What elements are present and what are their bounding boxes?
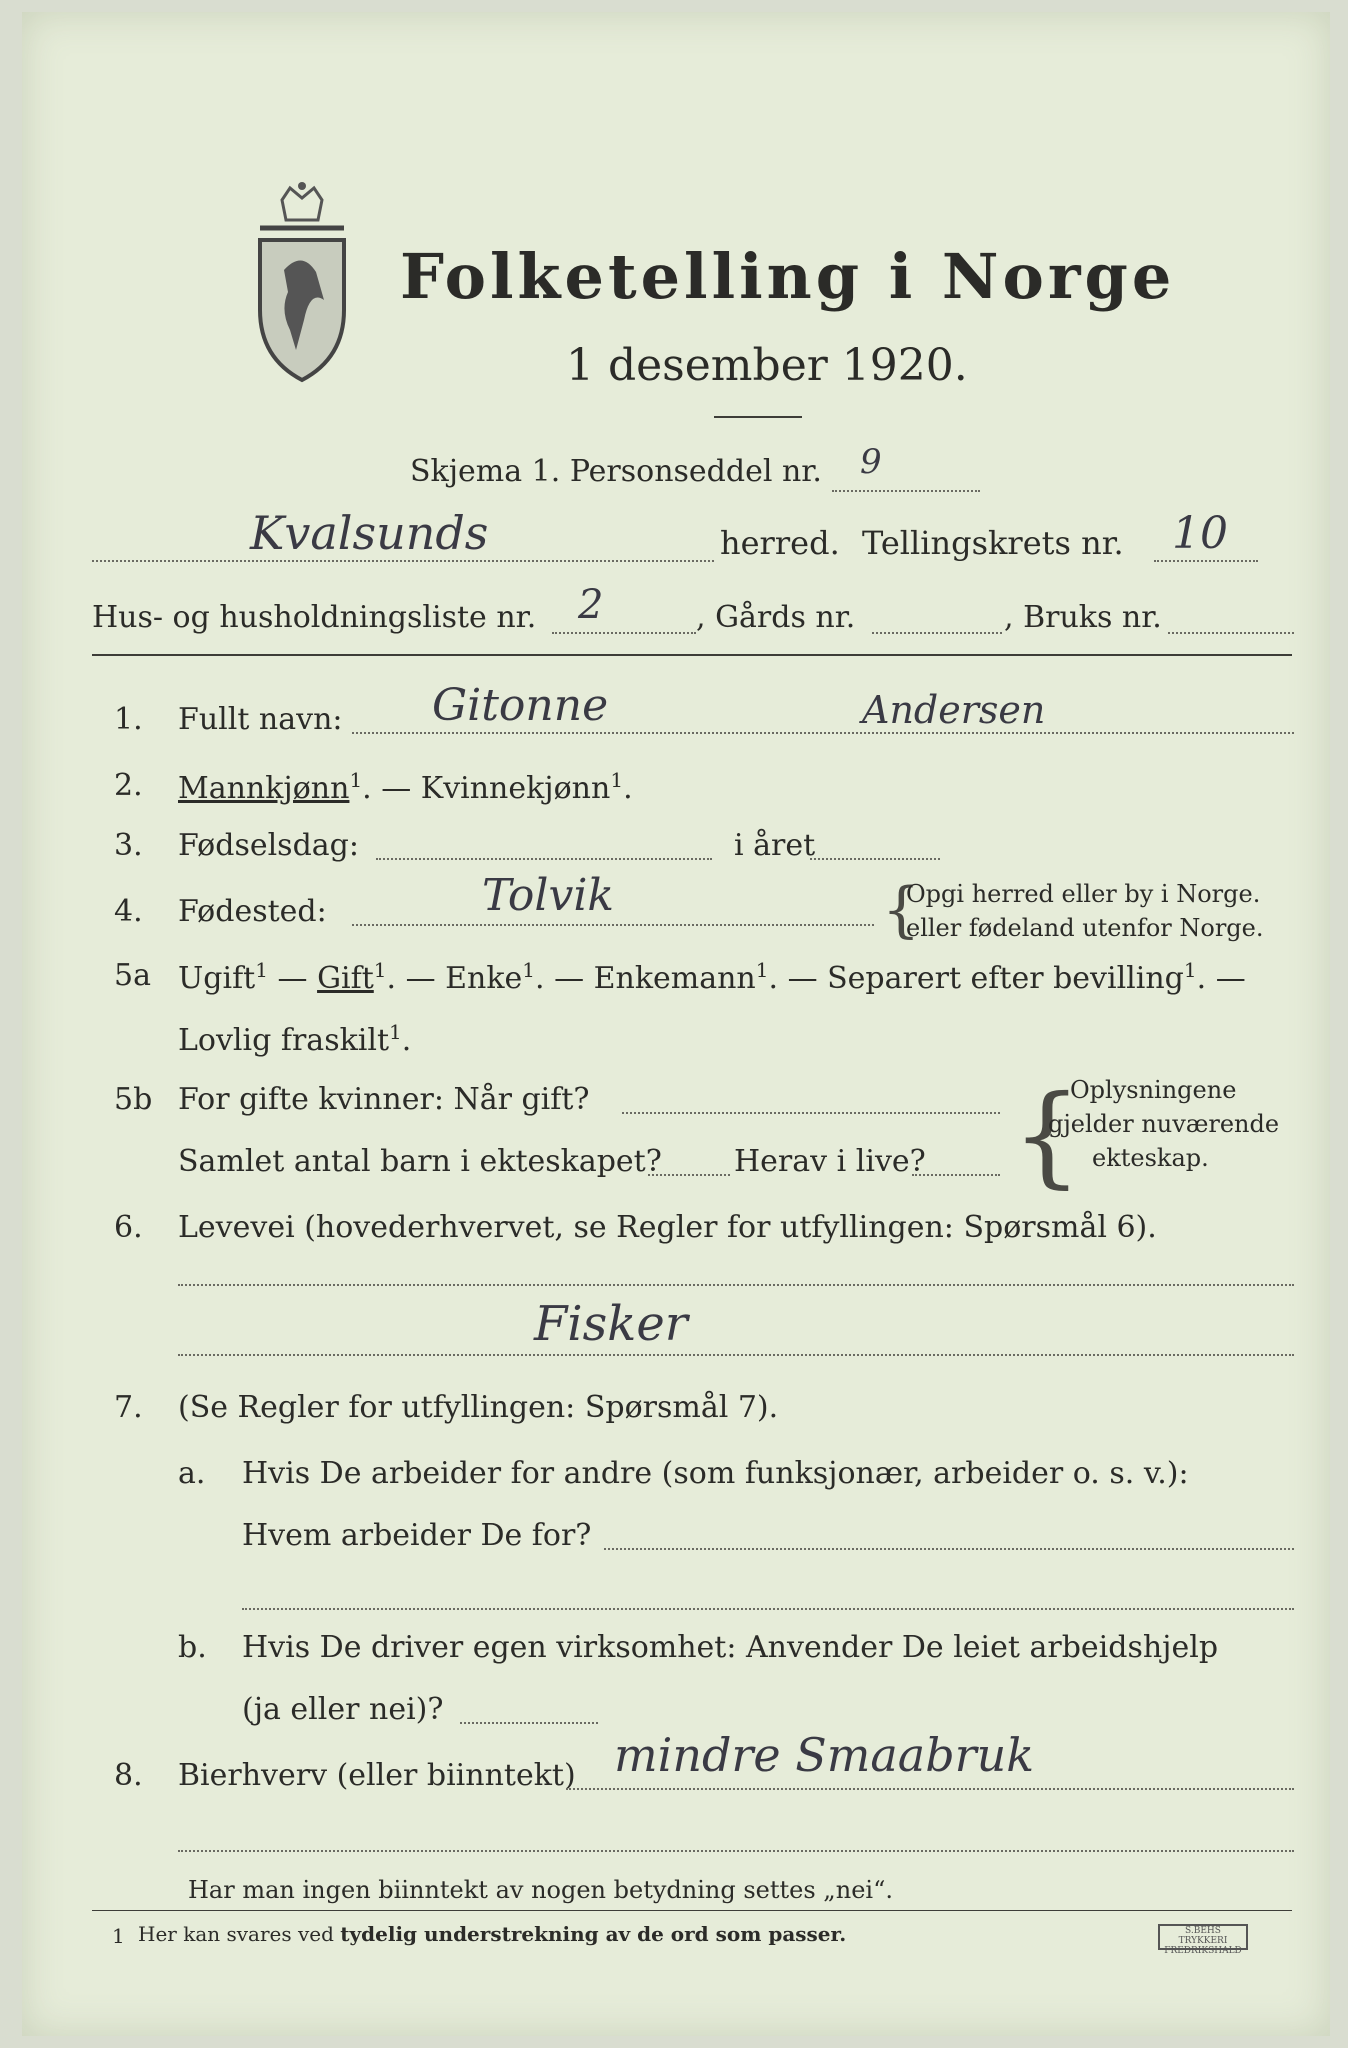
q2-mann[interactable]: Mannkjønn (178, 771, 350, 806)
herred-label: herred. (720, 524, 840, 562)
q2-sup: 1 (349, 768, 363, 792)
q2-rest[interactable]: . — Kvinnekjønn (362, 771, 611, 806)
q5b-brace: { (1012, 1071, 1082, 1199)
q5b-label-3: Herav i live? (734, 1144, 926, 1179)
q5b-number: 5b (114, 1082, 153, 1117)
q5b-note-2: gjelder nuværende (1048, 1110, 1280, 1138)
q7a-number: a. (178, 1456, 206, 1491)
q5a-enke[interactable]: . — Enke (386, 961, 523, 996)
q1-number: 1. (114, 702, 143, 737)
q3-number: 3. (114, 828, 143, 863)
tellingskrets-value[interactable]: 10 (1172, 508, 1228, 559)
q8-field-line-2 (178, 1850, 1294, 1852)
form-date: 1 desember 1920. (566, 340, 968, 391)
q5b-label-1: For gifte kvinner: Når gift? (178, 1082, 590, 1117)
footnote (138, 1922, 846, 1946)
q5b-live-field-line (912, 1174, 1000, 1176)
q5a-dash: . — (1196, 961, 1246, 996)
tellingskrets-field-line (1154, 560, 1258, 562)
q5b-note-1: Oplysningene (1070, 1076, 1237, 1104)
q2-end: . (623, 771, 633, 806)
tellingskrets-label: Tellingskrets nr. (862, 524, 1124, 562)
census-form (22, 12, 1330, 2036)
header-divider (92, 654, 1292, 656)
q5a-line-1: Ugift$^1$ — Gift$^1$. — Enke$^1$. — Enkemann$^1$. — Separert efter bevilling$^1$. — (178, 958, 1246, 996)
footer-divider (92, 1910, 1292, 1911)
q5a-fraskilt[interactable]: Lovlig fraskilt (178, 1023, 390, 1058)
q5a-gift[interactable]: Gift (317, 961, 374, 996)
form-title: Folketelling i Norge (400, 240, 1176, 313)
schema-value[interactable]: 9 (860, 442, 882, 482)
herred-field-line (92, 560, 714, 562)
q2-text (178, 768, 633, 806)
bruks-label: , Bruks nr. (1004, 600, 1162, 635)
q7b-number: b. (178, 1630, 207, 1665)
q8-label: Bierhverv (eller biinntekt) (178, 1758, 576, 1793)
q5b-gift-field-line (622, 1112, 1000, 1114)
q6-value[interactable]: Fisker (534, 1296, 688, 1352)
coat-of-arms-icon (244, 180, 360, 390)
q8-number: 8. (114, 1758, 143, 1793)
q5a-sup-6: 1 (389, 1020, 402, 1044)
hus-field-line (552, 632, 696, 634)
q3-label: Fødselsdag: (178, 828, 359, 863)
q8-field-line-1 (566, 1788, 1294, 1790)
q4-field-line (352, 924, 874, 926)
q7a-line-2: Hvem arbeider De for? (242, 1518, 592, 1553)
q7b-line-1: Hvis De driver egen virksomhet: Anvender De leiet arbeidshjelp (242, 1630, 1219, 1665)
q4-number: 4. (114, 894, 143, 929)
footnote-text-b: tydelig understrekning av de ord som passer. (340, 1922, 847, 1946)
q4-note-1: Opgi herred eller by i Norge. (906, 880, 1261, 908)
q5b-label-2: Samlet antal barn i ekteskapet? (178, 1144, 662, 1179)
q7a-field-line-1 (604, 1548, 1294, 1550)
q2-number: 2. (114, 768, 143, 803)
q5a-sup-1: 1 (255, 958, 268, 982)
q5b-note-3: ekteskap. (1092, 1144, 1209, 1172)
q7b-line-2: (ja eller nei)? (242, 1692, 444, 1727)
gards-field-line (872, 632, 1002, 634)
q3-year-label: i året (734, 828, 816, 863)
q5a-number: 5a (114, 958, 151, 993)
q7-label: (Se Regler for utfyllingen: Spørsmål 7). (178, 1390, 779, 1425)
q5a-separert[interactable]: . — Separert efter bevilling (768, 961, 1184, 996)
herred-value[interactable]: Kvalsunds (250, 506, 489, 560)
q5a-sup-2: 1 (373, 958, 387, 982)
q4-label: Fødested: (178, 894, 327, 929)
q7-number: 7. (114, 1390, 143, 1425)
q5a-enkemann[interactable]: . — Enkemann (535, 961, 756, 996)
q6-field-line-1 (178, 1284, 1294, 1286)
q5a-sup-3: 1 (522, 958, 536, 982)
q6-field-line-2 (178, 1354, 1294, 1356)
q1-value-first[interactable]: Gitonne (432, 680, 609, 731)
q5a-sup-4: 1 (755, 958, 769, 982)
q5a-line-2: Lovlig fraskilt$^1$. (178, 1020, 412, 1058)
q5a-sup-5: 1 (1183, 958, 1197, 982)
gards-label: , Gårds nr. (696, 600, 856, 635)
q3-day-field-line (376, 858, 712, 860)
q7b-field-line (460, 1722, 598, 1724)
schema-field-line (832, 490, 980, 492)
hus-value[interactable]: 2 (578, 582, 604, 628)
printer-stamp: S.BEHS TRYKKERI FREDRIKSHALD (1158, 1924, 1248, 1950)
q1-label: Fullt navn: (178, 702, 343, 737)
q2-sup2: 1 (610, 768, 624, 792)
bruks-field-line (1168, 632, 1294, 634)
footnote-number: 1 (112, 1924, 125, 1948)
q1-value-last[interactable]: Andersen (862, 688, 1046, 732)
q7a-line-1: Hvis De arbeider for andre (som funksjonær, arbeider o. s. v.): (242, 1456, 1189, 1491)
q4-note-2: eller fødeland utenfor Norge. (906, 914, 1264, 942)
q6-number: 6. (114, 1210, 143, 1245)
q4-value[interactable]: Tolvik (482, 870, 615, 921)
q5a-ugift[interactable]: Ugift (178, 961, 256, 996)
q8-value[interactable]: mindre Smaabruk (614, 1728, 1035, 1782)
q7a-field-line-2 (242, 1608, 1294, 1610)
hus-label: Hus- og husholdningsliste nr. (92, 600, 537, 635)
q3-year-field-line (810, 858, 940, 860)
q6-label: Levevei (hovederhvervet, se Regler for utfyllingen: Spørsmål 6). (178, 1210, 1157, 1245)
schema-label: Skjema 1. Personseddel nr. (410, 454, 822, 489)
title-divider (714, 416, 802, 418)
q4-brace: { (882, 875, 921, 945)
note-nei: Har man ingen biinntekt av nogen betydning settes „nei“. (188, 1876, 893, 1904)
footnote-text-a: Her kan svares ved (138, 1922, 334, 1946)
q1-field-line (352, 732, 1294, 734)
q5b-barn-field-line (648, 1174, 730, 1176)
